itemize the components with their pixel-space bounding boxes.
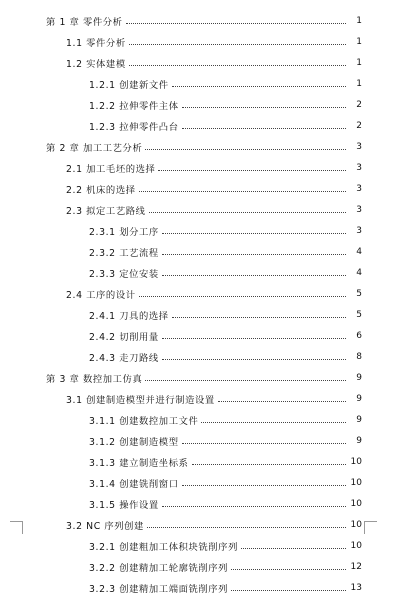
toc-entry-title: 3.2.2 创建精加工轮廓铣削序列 [89,560,229,574]
dot-leader [231,590,346,591]
toc-entry-3-1-1[interactable] [0,409,411,430]
toc-entry-1-2-1[interactable] [0,73,411,94]
toc-entry-3-1-5[interactable] [0,493,411,514]
page-corner-mark-right [364,521,377,534]
toc-entry-page: 4 [356,267,362,278]
toc-entry-page: 4 [356,246,362,257]
toc-entry-page: 10 [350,456,362,467]
toc-entry-title: 1.1 零件分析 [66,35,127,49]
toc-entry-2-2[interactable] [0,178,411,199]
toc-entry-page: 10 [350,519,362,530]
dot-leader [172,317,346,318]
toc-entry-page: 2 [356,120,362,131]
toc-entry-title: 2.4.3 走刀路线 [89,350,160,364]
toc-entry-page: 10 [350,540,362,551]
toc-entry-2-4-2[interactable] [0,325,411,346]
toc-entry-2-3[interactable] [0,199,411,220]
toc-entry-title: 2.4.1 刀具的选择 [89,308,170,322]
toc-entry-3-2-3[interactable] [0,577,411,598]
toc-entry-page: 10 [350,498,362,509]
toc-entry-title: 2.4 工序的设计 [66,287,137,301]
toc-entry-title: 2.3.3 定位安装 [89,266,160,280]
toc-entry-3-2-1[interactable] [0,535,411,556]
dot-leader [139,191,346,192]
dot-leader [192,464,347,465]
dot-leader [241,548,346,549]
dot-leader [182,128,346,129]
dot-leader [147,527,346,528]
dot-leader [218,401,346,402]
toc-entry-title: 2.3.1 划分工序 [89,224,160,238]
toc-entry-3-1-3[interactable] [0,451,411,472]
toc-entry-page: 5 [356,309,362,320]
toc-entry-title: 3.1.2 创建制造模型 [89,434,180,448]
toc-entry-page: 12 [350,561,362,572]
toc-entry-page: 9 [356,435,362,446]
dot-leader [162,359,346,360]
dot-leader [145,149,346,150]
toc-entry-2-4[interactable] [0,283,411,304]
toc-entry-2-3-1[interactable] [0,220,411,241]
toc-entry-1-2-3[interactable] [0,115,411,136]
toc-entry-page: 8 [356,351,362,362]
dot-leader [158,170,346,171]
toc-entry-title: 2.3 拟定工艺路线 [66,203,147,217]
toc-entry-page: 6 [356,330,362,341]
toc-entry-title: 3.2 NC 序列创建 [66,518,145,532]
toc-entry-page: 3 [356,162,362,173]
toc-entry-page: 2 [356,99,362,110]
toc-entry-title: 1.2 实体建模 [66,56,127,70]
toc-entry-3-1-4[interactable] [0,472,411,493]
toc-entry-title: 3.1.3 建立制造坐标系 [89,455,190,469]
toc-entry-title: 2.1 加工毛坯的选择 [66,161,156,175]
toc-entry-title: 2.4.2 切削用量 [89,329,160,343]
toc-entry-page: 3 [356,225,362,236]
toc-entry-page: 9 [356,393,362,404]
dot-leader [162,254,346,255]
toc-entry-2-4-3[interactable] [0,346,411,367]
toc-entry-page: 9 [356,372,362,383]
dot-leader [126,23,346,24]
toc-entry-3-1-2[interactable] [0,430,411,451]
toc-entry-title: 第 2 章 加工工艺分析 [46,140,143,154]
toc-entry-page: 9 [356,414,362,425]
toc-entry-title: 1.2.2 拉伸零件主体 [89,98,180,112]
toc-entry-title: 1.2.3 拉伸零件凸台 [89,119,180,133]
page-corner-mark-left [10,521,23,534]
dot-leader [201,422,346,423]
toc-entry-3-1[interactable] [0,388,411,409]
dot-leader [162,338,346,339]
toc-entry-1-2[interactable] [0,52,411,73]
toc-entry-title: 2.2 机床的选择 [66,182,137,196]
toc-entry-title: 3.2.1 创建粗加工体积块铣削序列 [89,539,239,553]
toc-entry-title: 第 1 章 零件分析 [46,14,124,28]
dot-leader [162,506,346,507]
toc-entry-title: 3.1.5 操作设置 [89,497,160,511]
dot-leader [162,275,346,276]
toc-entry-title: 3.1.4 创建铣削窗口 [89,476,180,490]
toc-entry-page: 3 [356,141,362,152]
toc-entry-title: 3.2.3 创建精加工端面铣削序列 [89,581,229,595]
toc-entry-chapter-2[interactable] [0,136,411,157]
toc-entry-3-2[interactable] [0,514,411,535]
dot-leader [145,380,346,381]
dot-leader [129,44,346,45]
toc-entry-page: 5 [356,288,362,299]
toc-entry-title: 第 3 章 数控加工仿真 [46,371,143,385]
toc-entry-title: 1.2.1 创建新文件 [89,77,170,91]
toc-entry-2-4-1[interactable] [0,304,411,325]
toc-entry-page: 1 [356,36,362,47]
dot-leader [162,233,346,234]
toc-entry-2-3-3[interactable] [0,262,411,283]
toc-entry-page: 3 [356,204,362,215]
toc-entry-page: 10 [350,477,362,488]
dot-leader [172,86,346,87]
toc-entry-page: 3 [356,183,362,194]
toc-entry-title: 3.1 创建制造模型并进行制造设置 [66,392,216,406]
toc-entry-chapter-1[interactable] [0,10,411,31]
dot-leader [182,107,346,108]
toc-entry-page: 1 [356,78,362,89]
toc-entry-title: 3.1.1 创建数控加工文件 [89,413,199,427]
toc-entry-1-2-2[interactable] [0,94,411,115]
toc-entry-1-1[interactable] [0,31,411,52]
toc-entry-title: 2.3.2 工艺流程 [89,245,160,259]
dot-leader [139,296,346,297]
table-of-contents [0,10,411,598]
toc-entry-2-3-2[interactable] [0,241,411,262]
dot-leader [129,65,346,66]
toc-entry-page: 1 [356,15,362,26]
toc-entry-page: 13 [350,582,362,593]
toc-entry-2-1[interactable] [0,157,411,178]
dot-leader [182,485,346,486]
dot-leader [182,443,346,444]
dot-leader [149,212,346,213]
toc-entry-chapter-3[interactable] [0,367,411,388]
dot-leader [231,569,346,570]
toc-entry-page: 1 [356,57,362,68]
toc-entry-3-2-2[interactable] [0,556,411,577]
